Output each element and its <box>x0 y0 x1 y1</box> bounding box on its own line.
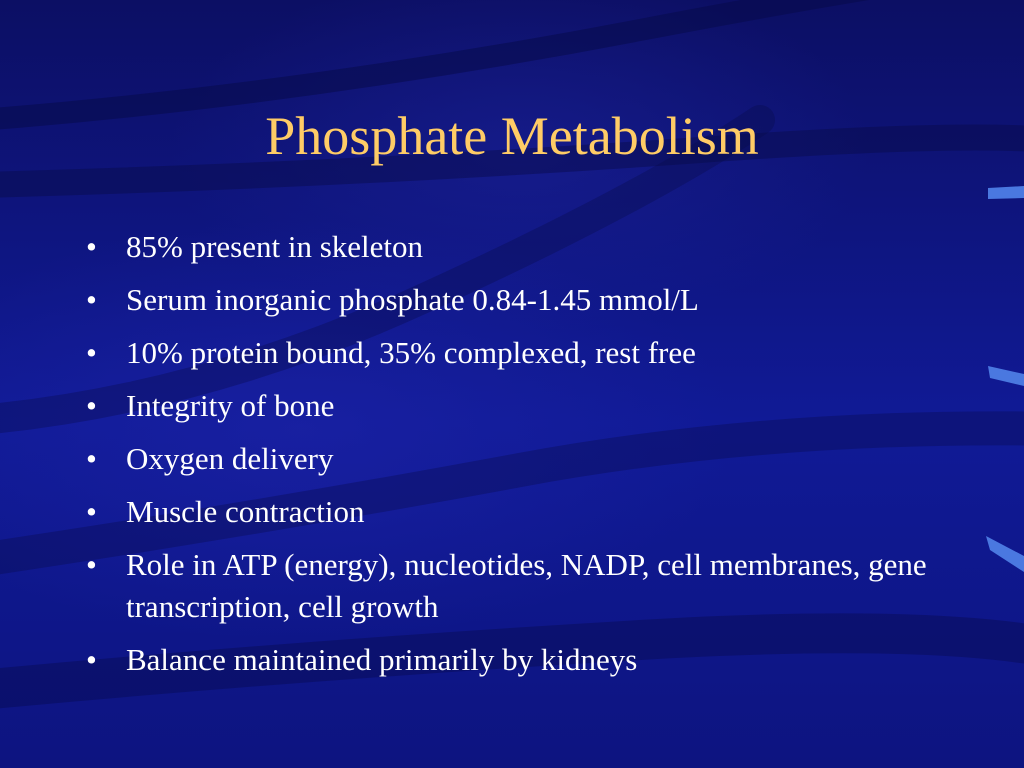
bullet-icon: • <box>86 494 97 529</box>
bullet-icon: • <box>86 282 97 317</box>
bullet-text: Integrity of bone <box>126 388 335 423</box>
bullet-icon: • <box>86 229 97 264</box>
bullet-text: Oxygen delivery <box>126 441 334 476</box>
dark-band-1 <box>0 0 1024 120</box>
bullet-item <box>86 438 966 480</box>
bullet-icon: • <box>86 441 97 476</box>
bullet-item <box>86 491 966 533</box>
bullet-item <box>86 226 966 268</box>
bullet-text: Role in ATP (energy), nucleotides, NADP, cell membranes, gene transcription, cell growth <box>126 547 927 624</box>
bullet-text: Muscle contraction <box>126 494 365 529</box>
bullet-item <box>86 544 966 628</box>
bullet-icon: • <box>86 547 97 582</box>
bullet-item <box>86 639 966 681</box>
bullet-text: Balance maintained primarily by kidneys <box>126 642 638 677</box>
bullet-text: 10% protein bound, 35% complexed, rest free <box>126 335 696 370</box>
accent-dash-3 <box>986 536 1024 572</box>
accent-dash-2 <box>988 366 1024 386</box>
accent-dash-1 <box>988 186 1024 199</box>
bullet-icon: • <box>86 388 97 423</box>
slide-title: Phosphate Metabolism <box>265 106 759 166</box>
bullet-text: 85% present in skeleton <box>126 229 424 264</box>
bullet-icon: • <box>86 335 97 370</box>
bullet-item <box>86 332 966 374</box>
bullet-item <box>86 385 966 427</box>
bullet-icon: • <box>86 642 97 677</box>
bullet-list <box>86 226 966 692</box>
bullet-text: Serum inorganic phosphate 0.84-1.45 mmol/L <box>126 282 699 317</box>
bullet-item <box>86 279 966 321</box>
